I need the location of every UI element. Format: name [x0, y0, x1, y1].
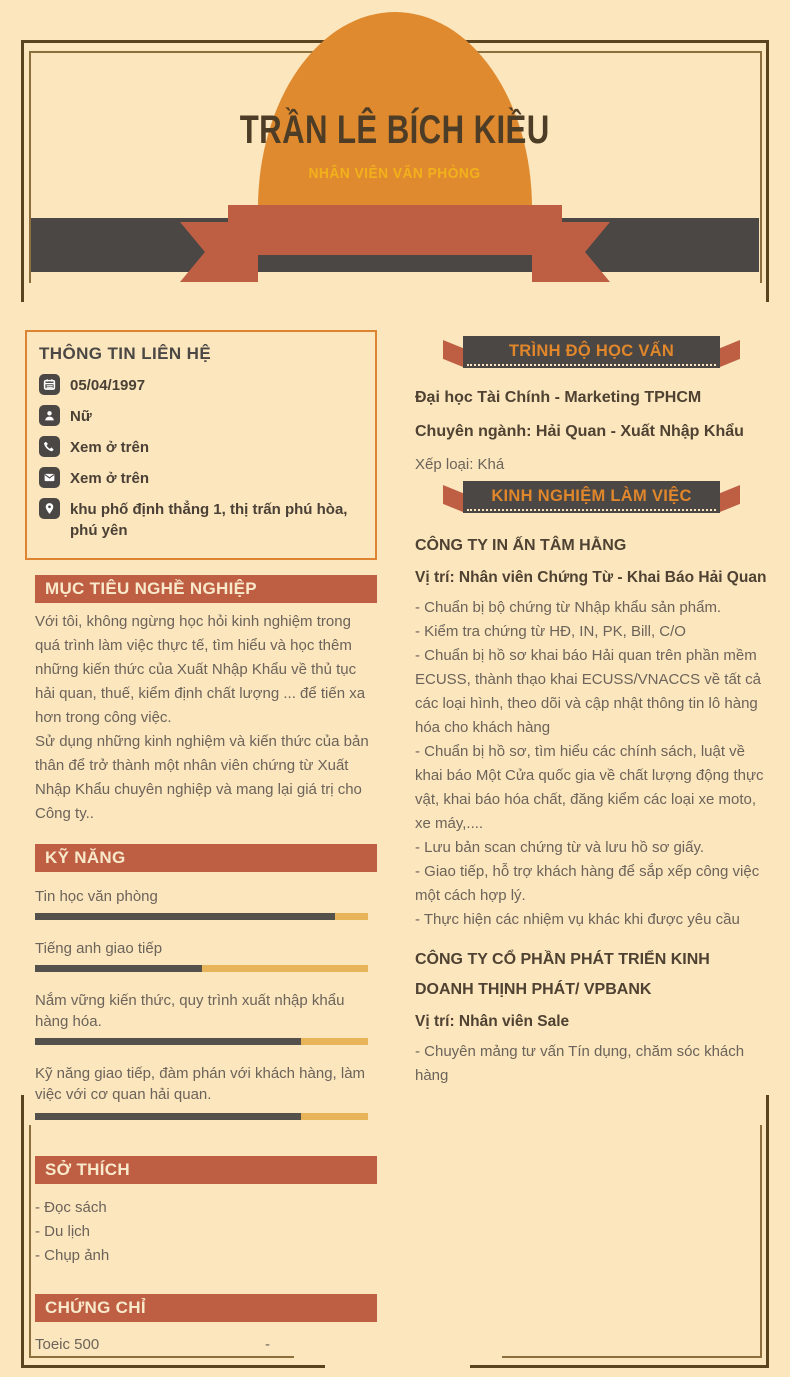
contact-gender: Nữ — [70, 408, 92, 425]
dashed-edge — [467, 364, 716, 366]
email-icon — [39, 467, 60, 488]
contact-heading: THÔNG TIN LIÊN HỆ — [39, 344, 212, 363]
skill-bar-fill — [35, 913, 335, 920]
duty-item: - Lưu bản scan chứng từ và lưu hồ sơ giấy. — [415, 839, 705, 856]
contact-item-email — [39, 467, 363, 489]
phone-icon — [39, 436, 60, 457]
skill-label: Tin học văn phòng — [35, 888, 158, 905]
ribbon-fold-left — [443, 485, 463, 512]
dashed-edge — [467, 509, 716, 511]
hobby-item: - Đọc sách — [35, 1199, 107, 1216]
ribbon-fold-right — [720, 340, 740, 367]
education-school: Đại học Tài Chính - Marketing TPHCM — [415, 389, 702, 406]
job-company: CÔNG TY CỔ PHẦN PHÁT TRIỂN KINH DOANH THỊNH PHÁT/ VPBANK — [415, 951, 710, 998]
skills-heading: KỸ NĂNG — [35, 844, 377, 872]
duty-item: - Kiểm tra chứng từ HĐ, IN, PK, Bill, C/O — [415, 623, 686, 640]
person-icon — [39, 405, 60, 426]
skill-bar — [35, 913, 368, 920]
experience-ribbon — [415, 481, 767, 515]
duty-item: - Chuẩn bị hồ sơ, tìm hiểu các chính sách, luật về khai báo Một Cửa quốc gia về chất lượng động thực vật, khai báo hóa chất, đăng kiểm các loại xe moto, xe máy,.... — [415, 743, 764, 832]
education-grade: Xếp loại: Khá — [415, 456, 505, 473]
calendar-icon — [39, 374, 60, 395]
experience-heading: KINH NGHIỆM LÀM VIỆC — [463, 481, 720, 513]
education-heading: TRÌNH ĐỘ HỌC VẤN — [463, 336, 720, 368]
skill-bar — [35, 965, 368, 972]
hobbies-heading: SỞ THÍCH — [35, 1156, 377, 1184]
skill-bar — [35, 1038, 368, 1045]
contact-phone: Xem ở trên — [70, 439, 150, 456]
hobby-item: - Du lịch — [35, 1223, 91, 1240]
certificate-value: - — [265, 1336, 270, 1353]
candidate-job-title: NHÂN VIÊN VĂN PHÒNG — [308, 165, 482, 182]
contact-item-birthday — [39, 374, 363, 396]
hobbies-list — [35, 1196, 377, 1268]
location-icon — [39, 498, 60, 519]
objective-heading: MỤC TIÊU NGHỀ NGHIỆP — [35, 575, 377, 603]
job-duties — [415, 1040, 767, 1088]
duty-item: - Chuẩn bị hồ sơ khai báo Hải quan trên phần mềm ECUSS, thành thạo khai ECUSS/VNACCS về tất cả các loại hình, theo dõi và cập nhật thông tin lô hàng hóa cho khách hàng — [415, 647, 761, 736]
skill-bar — [35, 1113, 368, 1120]
skill-bar-fill — [35, 965, 202, 972]
contact-email: Xem ở trên — [70, 470, 150, 487]
candidate-name: TRẦN LÊ BÍCH KIỀU — [240, 108, 550, 152]
contact-item-address — [39, 498, 363, 541]
contact-address: khu phố định thẳng 1, thị trấn phú hòa, phú yên — [70, 501, 348, 539]
contact-box — [25, 330, 377, 560]
contact-birthday: 05/04/1997 — [70, 377, 146, 394]
skill-label: Tiếng anh giao tiếp — [35, 940, 163, 957]
job-company: CÔNG TY IN ẤN TÂM HẰNG — [415, 537, 627, 554]
objective-text — [35, 610, 377, 826]
certificates-heading: CHỨNG CHỈ — [35, 1294, 377, 1322]
education-major: Chuyên ngành: Hải Quan - Xuất Nhập Khẩu — [415, 423, 744, 440]
ribbon-fold-right — [720, 485, 740, 512]
job-position: Vị trí: Nhân viên Chứng Từ - Khai Báo Hải Quan — [415, 569, 767, 586]
skill-bar-fill — [35, 1113, 301, 1120]
right-column — [415, 330, 767, 1088]
duty-item: - Chuẩn bị bộ chứng từ Nhập khẩu sản phẩm. — [415, 599, 722, 616]
duty-item: - Thực hiện các nhiệm vụ khác khi được yêu cầu — [415, 911, 740, 928]
objective-paragraph: Sử dụng những kinh nghiệm và kiến thức của bản thân để trở thành một nhân viên chứng từ Xuất Nhập Khẩu chuyên nghiệp và mang lại giá trị cho Công ty.. — [35, 733, 369, 822]
job-duties — [415, 596, 767, 932]
hobby-item: - Chụp ảnh — [35, 1247, 110, 1264]
ribbon-fold-left — [443, 340, 463, 367]
skill-label: Kỹ năng giao tiếp, đàm phán với khách hàng, làm việc với cơ quan hải quan. — [35, 1065, 366, 1103]
duty-item: - Giao tiếp, hỗ trợ khách hàng để sắp xếp công việc một cách hợp lý. — [415, 863, 760, 904]
objective-paragraph: Với tôi, không ngừng học hỏi kinh nghiệm trong quá trình làm việc thực tế, tìm hiểu và học thêm những kiến thức của Xuất Nhập Khẩu về thủ tục hải quan, thuế, kiểm định chất lượng ... để tiến xa hơn trong công việc. — [35, 613, 366, 726]
certificate-name: Toeic 500 — [35, 1336, 100, 1353]
left-column — [25, 330, 377, 1353]
contact-item-phone — [39, 436, 363, 458]
job-position: Vị trí: Nhân viên Sale — [415, 1013, 570, 1030]
education-ribbon — [415, 336, 767, 370]
skill-bar-fill — [35, 1038, 301, 1045]
duty-item: - Chuyên mảng tư vấn Tín dụng, chăm sóc khách hàng — [415, 1043, 745, 1084]
certificate-row — [35, 1336, 377, 1353]
ribbon-banner — [228, 205, 562, 255]
contact-item-gender — [39, 405, 363, 427]
skill-label: Nắm vững kiến thức, quy trình xuất nhập khẩu hàng hóa. — [35, 992, 345, 1030]
